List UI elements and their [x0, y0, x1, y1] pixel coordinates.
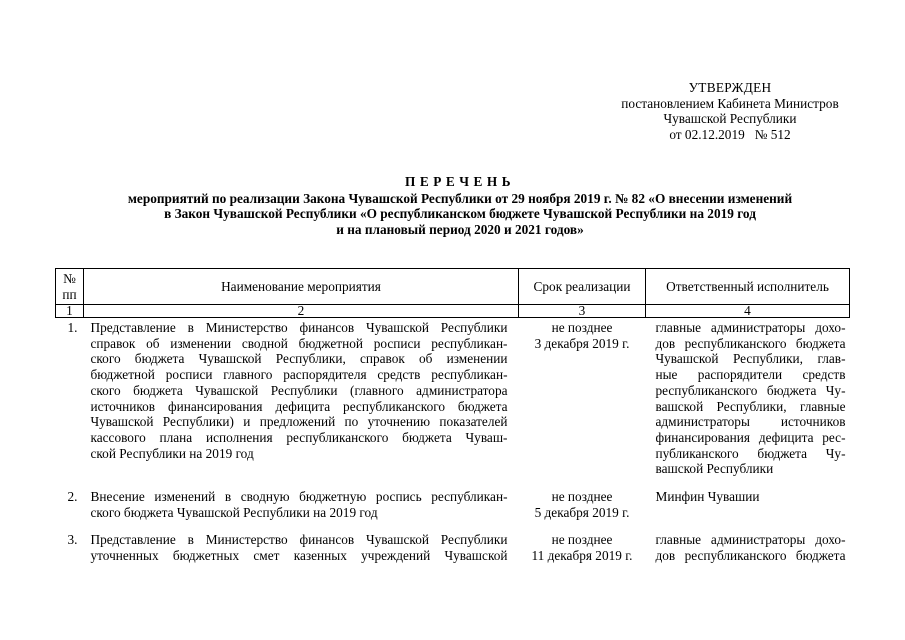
- approval-title: УТВЕРЖДЕН: [688, 80, 772, 95]
- text-line: Минфин Чувашии: [655, 489, 760, 505]
- term: [519, 318, 646, 490]
- row-number: 2.: [67, 489, 78, 505]
- column-number: 1: [56, 305, 84, 318]
- measures-table: [55, 268, 850, 576]
- text-line: публиканского бюджета Чу-: [655, 445, 846, 461]
- text-line: справок об изменении сводной бюджетной росписи республикан-: [90, 335, 508, 351]
- text-line: ные распорядители средств: [655, 367, 846, 383]
- table-row: [56, 318, 850, 490]
- table-row: [56, 532, 850, 575]
- responsible: [646, 318, 850, 490]
- term: [519, 489, 646, 532]
- header-term: Срок реализации: [519, 269, 646, 305]
- text-line: главные администраторы дохо-: [655, 532, 846, 548]
- text-line: не позднее: [551, 489, 613, 505]
- text-line: Внесение изменений в сводную бюджетную роспись республикан-: [90, 489, 508, 505]
- text-line: вашской Республики, главные: [655, 398, 846, 414]
- approval-line: от 02.12.2019 № 512: [669, 127, 791, 143]
- approval-block: [600, 80, 860, 143]
- text-line: вашской Республики: [655, 461, 774, 477]
- text-line: Чувашской Республики) и предложений по уточнению показателей: [90, 414, 508, 430]
- text-line: ского бюджета Чувашской Республики на 2019 год: [90, 504, 378, 520]
- text-line: не позднее: [551, 532, 613, 548]
- header-responsible: Ответственный исполнитель: [646, 269, 850, 305]
- document-subtitle-line: и на плановый период 2020 и 2021 годов»: [336, 222, 584, 238]
- measure-name: [84, 318, 519, 490]
- text-line: ского бюджета Чувашской Республики, справок об изменении: [90, 351, 508, 367]
- row-number: 3.: [67, 532, 78, 548]
- column-number-row: [56, 305, 850, 318]
- column-number: 4: [646, 305, 850, 318]
- text-line: финансирования дефицита рес-: [655, 429, 846, 445]
- text-line: 11 декабря 2019 г.: [531, 548, 633, 564]
- text-line: ской Республики на 2019 год: [90, 445, 254, 461]
- term: [519, 532, 646, 575]
- text-line: не позднее: [551, 320, 613, 335]
- text-line: главные администраторы дохо-: [655, 320, 846, 335]
- responsible: [646, 532, 850, 575]
- table-row: [56, 489, 850, 532]
- text-line: 3 декабря 2019 г.: [534, 335, 630, 351]
- column-number: 2: [84, 305, 519, 318]
- column-number: 3: [519, 305, 646, 318]
- text-line: администраторы источников: [655, 414, 846, 430]
- text-line: дов республиканского бюджета: [655, 548, 846, 564]
- text-line: ского бюджета Чувашской Республики (главного администратора: [90, 382, 508, 398]
- document-subtitle-line: в Закон Чувашской Республики «О республиканском бюджете Чувашской Республики на 2019 год: [164, 206, 756, 222]
- text-line: уточненных бюджетных смет казенных учреждений Чувашской: [90, 548, 508, 564]
- row-number: 1.: [67, 320, 78, 335]
- document-title: ПЕРЕЧЕНЬ: [405, 174, 515, 189]
- text-line: Представление в Министерство финансов Чувашской Республики: [90, 320, 508, 335]
- measure-name: [84, 489, 519, 532]
- responsible: [646, 489, 850, 532]
- text-line: дов республиканского бюджета: [655, 335, 846, 351]
- document-heading: [70, 174, 850, 238]
- approval-line: Чувашской Республики: [663, 111, 797, 127]
- header-number: № пп: [56, 269, 84, 305]
- text-line: Представление в Министерство финансов Чувашской Республики: [90, 532, 508, 548]
- header-measure-name: Наименование мероприятия: [84, 269, 519, 305]
- text-line: бюджетной росписи главного распорядителя средств республикан-: [90, 367, 508, 383]
- text-line: кассового плана исполнения республиканского бюджета Чуваш-: [90, 429, 508, 445]
- text-line: источников финансирования дефицита республиканского бюджета: [90, 398, 508, 414]
- table-header-row: [56, 269, 850, 305]
- text-line: 5 декабря 2019 г.: [534, 504, 630, 520]
- document-subtitle-line: мероприятий по реализации Закона Чувашской Республики от 29 ноября 2019 г. № 82 «О внесении изменений: [127, 190, 793, 206]
- measure-name: [84, 532, 519, 575]
- text-line: республиканского бюджета Чу-: [655, 382, 846, 398]
- approval-line: постановлением Кабинета Министров: [621, 95, 839, 111]
- text-line: Чувашской Республики, глав-: [655, 351, 846, 367]
